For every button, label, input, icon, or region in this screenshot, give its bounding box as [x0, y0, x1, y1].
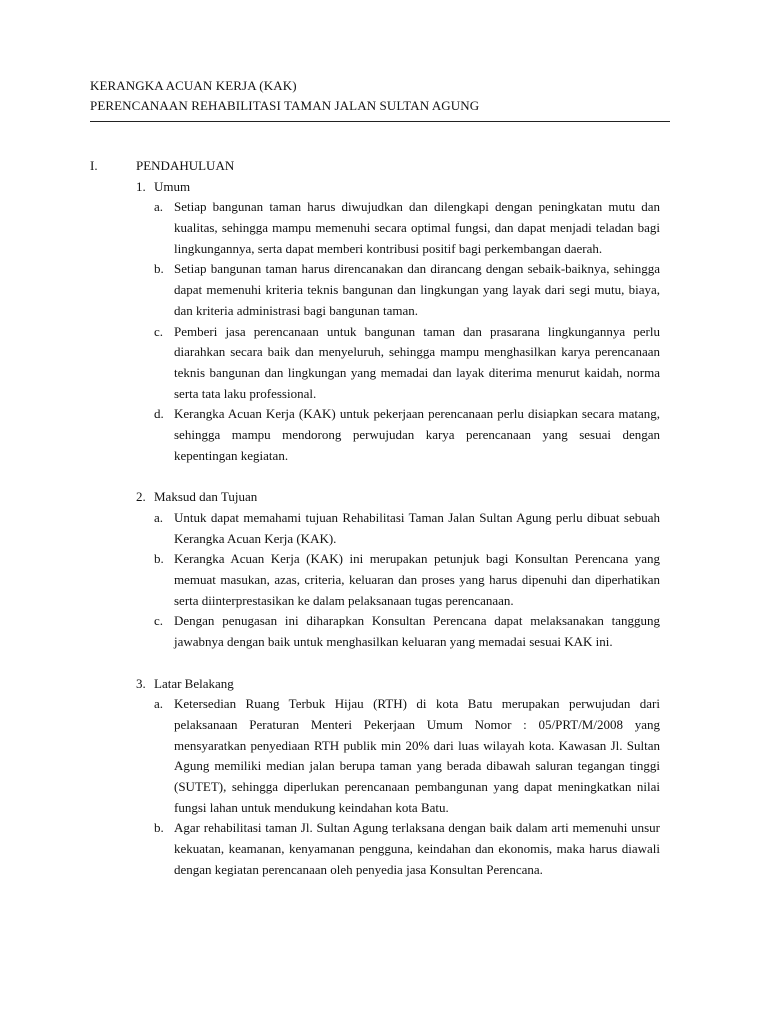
chapter-title: PENDAHULUAN [136, 158, 235, 173]
list-item [154, 322, 680, 405]
item-letter: b. [154, 820, 164, 836]
section-umum [136, 177, 680, 467]
section-title: Maksud dan Tujuan [154, 489, 258, 505]
section-heading [136, 487, 680, 508]
document-header [90, 76, 670, 116]
list-item [154, 197, 680, 259]
chapter-heading [90, 156, 680, 177]
item-text: Agar rehabilitasi taman Jl. Sultan Agung terlaksana dengan baik dalam arti memenuhi unsur kekuatan, keamanan, kenyamanan pengguna, keindahan dan ekonomis, maka harus diawali dengan kegiatan perencanaan oleh penyedia jasa Konsultan Perencana. [174, 820, 660, 877]
item-letter: b. [154, 551, 164, 567]
list-item [154, 404, 680, 466]
section-maksud-dan-tujuan [136, 487, 680, 653]
list-item [154, 611, 680, 652]
item-letter: a. [154, 696, 164, 712]
item-text: Ketersedian Ruang Terbuk Hijau (RTH) di kota Batu merupakan perwujudan dari pelaksanaan Peraturan Menteri Pekerjaan Umum Nomor : 05/PRT/M/2008 yang mensyaratkan penyediaan RTH publik min 20% dari luas wilayah kota. Kawasan Jl. Sultan Agung memiliki median jalan berupa taman yang berada dibawah saluran tegangan tinggi (SUTET), sehingga diperlukan perencanaan pembangunan yang dapat meningkatkan nilai fungsi lahan untuk mendukung keindahan kota Batu. [174, 696, 660, 815]
document-title: KERANGKA ACUAN KERJA (KAK) [90, 78, 297, 93]
section-latar-belakang [136, 674, 680, 881]
list-item [154, 508, 680, 549]
item-text: Setiap bangunan taman harus direncanakan dan dirancang dengan sebaik-baiknya, sehingga dapat memenuhi kriteria teknis bangunan dan lingkungan yang layak dari segi mutu, biaya, dan kriteria administrasi bagi bangunan taman. [174, 261, 660, 318]
list-item [154, 818, 680, 880]
item-letter: a. [154, 199, 164, 215]
section-number: 3. [136, 675, 146, 691]
document-body [90, 156, 680, 881]
header-divider [90, 121, 670, 122]
list-item [154, 259, 680, 321]
list-item [154, 549, 680, 611]
chapter-number: I. [90, 158, 98, 173]
section-number: 2. [136, 489, 146, 505]
section-heading [136, 674, 680, 695]
section-title: Umum [154, 178, 191, 194]
item-letter: d. [154, 406, 164, 422]
item-letter: a. [154, 509, 164, 525]
section-title: Latar Belakang [154, 675, 234, 691]
section-number: 1. [136, 178, 146, 194]
list-item [154, 694, 680, 818]
document-subtitle: PERENCANAAN REHABILITASI TAMAN JALAN SULTAN AGUNG [90, 98, 480, 113]
item-text: Dengan penugasan ini diharapkan Konsultan Perencana dapat melaksanakan tanggung jawabnya dengan baik untuk menghasilkan keluaran yang memadai sesuai KAK ini. [174, 613, 660, 650]
item-text: Kerangka Acuan Kerja (KAK) ini merupakan petunjuk bagi Konsultan Perencana yang memuat masukan, azas, criteria, keluaran dan proses yang harus dipenuhi dan diperhatikan serta diinterprestasikan ke dalam pelaksanaan tugas perencanaan. [174, 551, 660, 608]
item-letter: b. [154, 261, 164, 277]
item-text: Kerangka Acuan Kerja (KAK) untuk pekerjaan perencanaan perlu disiapkan secara matang, sehingga mampu mendorong perwujudan karya perencanaan yang sesuai dengan kepentingan kegiatan. [174, 406, 660, 463]
section-heading [136, 177, 680, 198]
item-text: Pemberi jasa perencanaan untuk bangunan taman dan prasarana lingkungannya perlu diarahkan secara baik dan menyeluruh, sehingga mampu menghasilkan karya perencanaan teknis bangunan dan lingkungan yang memadai dan layak diterima menurut kaidah, norma serta tata laku professional. [174, 323, 660, 401]
item-text: Untuk dapat memahami tujuan Rehabilitasi Taman Jalan Sultan Agung perlu dibuat sebuah Kerangka Acuan Kerja (KAK). [174, 509, 660, 546]
item-letter: c. [154, 613, 164, 629]
item-text: Setiap bangunan taman harus diwujudkan dan dilengkapi dengan peningkatan mutu dan kualitas, sehingga mampu memenuhi secara optimal fungsi, dan dapat menjadi teladan bagi lingkungannya, serta dapat memberi kontribusi positif bagi perkembangan daerah. [174, 199, 660, 256]
item-letter: c. [154, 323, 164, 339]
